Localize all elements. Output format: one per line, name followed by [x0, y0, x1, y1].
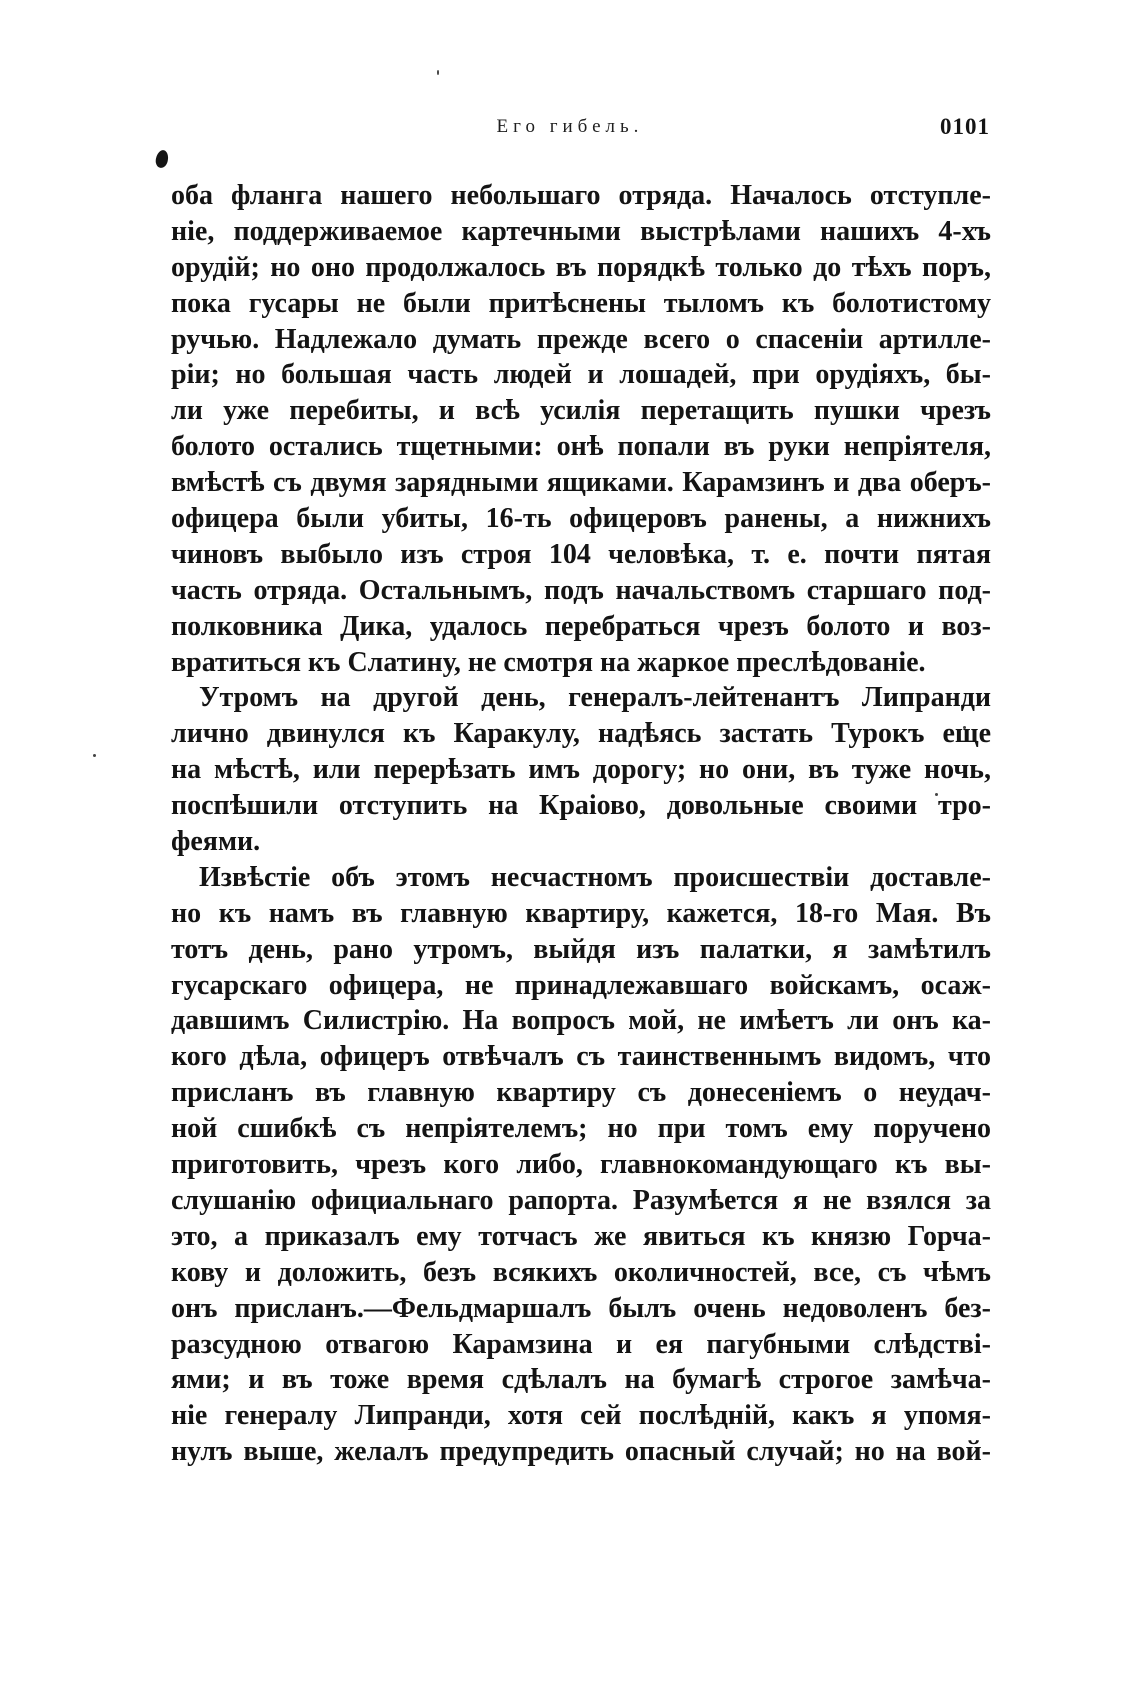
text-line: разсудною отвагою Карамзина и ея пагубными слѣдстві- [171, 1328, 991, 1360]
text-line: лично двинулся къ Каракулу, надѣясь застать Турокъ еще [171, 718, 991, 750]
body-text [171, 178, 991, 1470]
scan-speck [93, 754, 96, 757]
text-line: слушанію официальнаго рапорта. Разумѣется я не взялся за [171, 1184, 991, 1216]
paragraph [171, 860, 991, 1470]
text-line: часть отряда. Остальнымъ, подъ начальствомъ старшаго под- [171, 574, 991, 606]
text-line: давшимъ Силистрію. На вопросъ мой, не имѣетъ ли онъ ка- [171, 1005, 991, 1037]
text-line: ручью. Надлежало думать прежде всего о спасеніи артилле- [171, 323, 991, 355]
paragraph [171, 178, 991, 680]
text-line: на мѣстѣ, или перерѣзать имъ дорогу; но они, въ туже ночь, [171, 754, 991, 786]
text-line: кого дѣла, офицеръ отвѣчалъ съ таинственнымъ видомъ, что [171, 1041, 991, 1073]
text-line: Утромъ на другой день, генералъ-лейтенантъ Липранди [199, 682, 991, 714]
text-line: ной сшибкѣ съ непріятелемъ; но при томъ ему поручено [171, 1113, 991, 1145]
text-line: вмѣстѣ съ двумя зарядными ящиками. Карамзинъ и два оберъ- [171, 467, 991, 499]
text-line: чиновъ выбыло изъ строя 104 человѣка, т. е. почти пятая [171, 538, 991, 570]
running-header [150, 116, 990, 156]
page-number: 0101 [940, 114, 990, 139]
text-line: тотъ день, рано утромъ, выйдя изъ палатки, я замѣтилъ [171, 933, 991, 965]
running-title: Его гибель. [496, 116, 644, 137]
text-line: но къ намъ въ главную квартиру, кажется, 18-го Мая. Въ [171, 897, 991, 929]
text-line: кову и доложить, безъ всякихъ околичностей, все, съ чѣмъ [171, 1256, 991, 1288]
text-line: ріи; но большая часть людей и лошадей, при орудіяхъ, бы- [171, 359, 991, 391]
text-line: ніе генералу Липранди, хотя сей послѣдній, какъ я упомя- [171, 1400, 991, 1432]
text-line: ніе, поддерживаемое картечными выстрѣлами нашихъ 4-хъ [171, 215, 991, 247]
paragraph [171, 680, 991, 859]
text-line: ями; и въ тоже время сдѣлалъ на бумагѣ строгое замѣча- [171, 1364, 991, 1396]
text-line: Извѣстіе объ этомъ несчастномъ происшествіи доставле- [199, 861, 991, 893]
text-line: болото остались тщетными: онѣ попали въ руки непріятеля, [171, 431, 991, 463]
text-line: онъ присланъ.—Фельдмаршалъ былъ очень недоволенъ без- [171, 1292, 991, 1324]
text-line: ли уже перебиты, и всѣ усилія перетащить пушки чрезъ [171, 395, 991, 427]
text-line: присланъ въ главную квартиру съ донесеніемъ о неудач- [171, 1077, 991, 1109]
text-line: нулъ выше, желалъ предупредить опасный случай; но на вой- [171, 1436, 991, 1468]
text-line: пока гусары не были притѣснены тыломъ къ болотистому [171, 287, 991, 319]
text-line: оба фланга нашего небольшаго отряда. Началось отступле- [171, 180, 991, 211]
text-line: вратиться къ Слатину, не смотря на жаркое преслѣдованіе. [171, 646, 926, 678]
text-line: полковника Дика, удалось перебраться чрезъ болото и воз- [171, 610, 991, 642]
text-line: гусарскаго офицера, не принадлежавшаго войскамъ, осаж- [171, 969, 991, 1001]
text-line: орудій; но оно продолжалось въ порядкѣ только до тѣхъ поръ, [171, 251, 991, 283]
text-line: приготовить, чрезъ кого либо, главнокомандующаго къ вы- [171, 1149, 991, 1181]
text-line: феями. [171, 826, 261, 858]
scan-speck [437, 70, 439, 75]
text-line: это, а приказалъ ему тотчасъ же явиться къ князю Горча- [171, 1220, 991, 1252]
text-line: поспѣшили отступить на Краіово, довольные своими тро- [171, 790, 991, 822]
text-line: офицера были убиты, 16-ть офицеровъ ранены, а нижнихъ [171, 503, 991, 535]
